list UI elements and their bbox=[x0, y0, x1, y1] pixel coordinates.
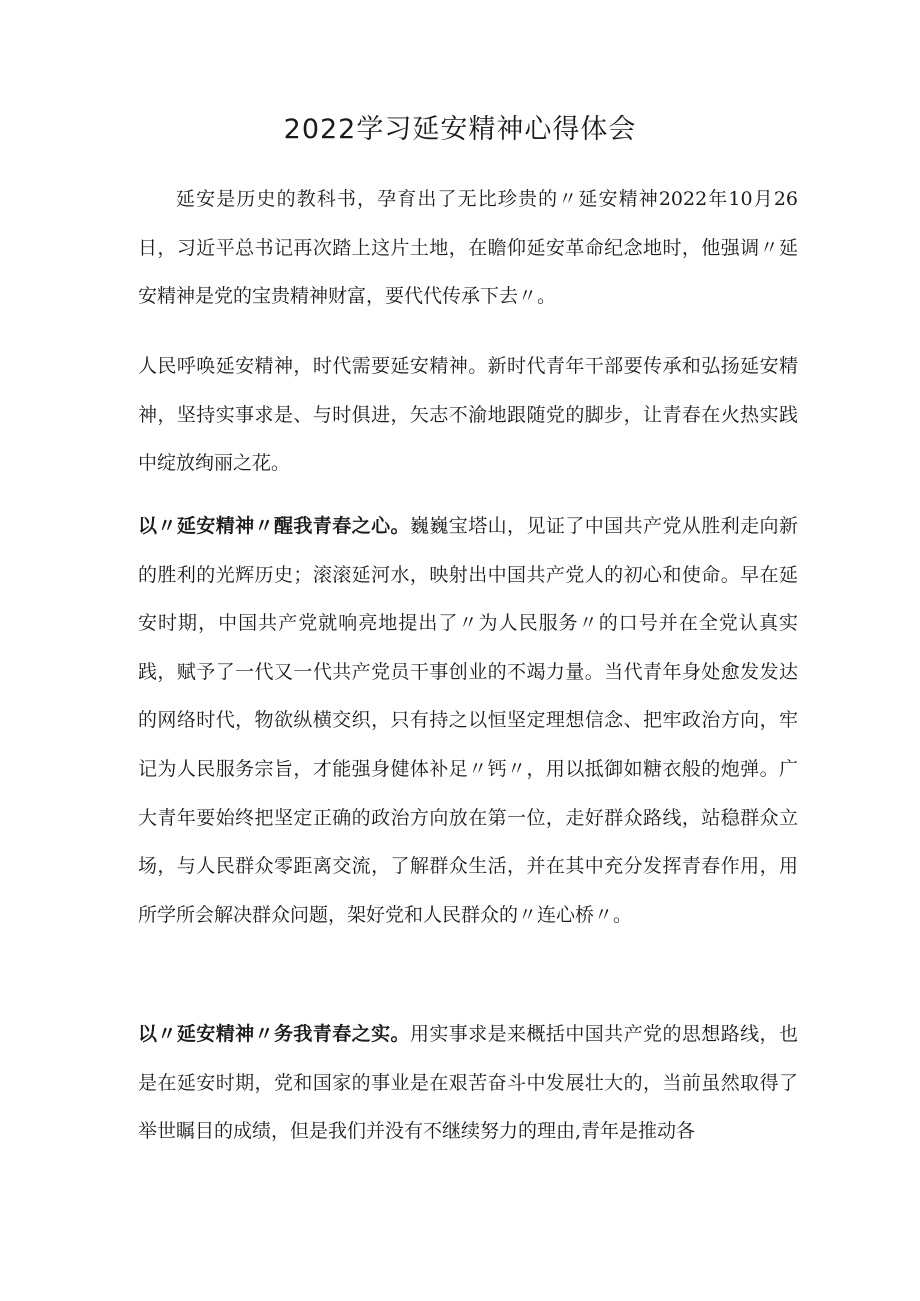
paragraph-text: 延安是历史的教科书，孕育出了无比珍贵的〃延安精神2022年10月26日，习近平总书记再次踏上这片土地，在瞻仰延安革命纪念地时，他强调〃延安精神是党的宝贵精神财富，要代代传承下去〃。 bbox=[138, 188, 798, 308]
document-title: 2022学习延安精神心得体会 bbox=[283, 114, 637, 145]
paragraph-summary bbox=[138, 342, 798, 488]
paragraph-lead: 以〃延安精神〃醒我青春之心。 bbox=[138, 515, 410, 537]
paragraph-text: 巍巍宝塔山，见证了中国共产党从胜利走向新的胜利的光辉历史；滚滚延河水，映射出中国共产党人的初心和使命。早在延安时期，中国共产党就响亮地提出了〃为人民服务〃的口号并在全党认真实践，赋予了一代又一代共产党员干事创业的不竭力量。当代青年身处愈发发达的网络时代，物欲纵横交织，只有持之以恒坚定理想信念、把牢政治方向，牢记为人民服务宗旨，才能强身健体补足〃钙〃，用以抵御如糖衣般的炮弹。广大青年要始终把坚定正确的政治方向放在第一位，走好群众路线，站稳群众立场，与人民群众零距离交流，了解群众生活，并在其中充分发挥青春作用，用所学所会解决群众问题，架好党和人民群众的〃连心桥〃。 bbox=[138, 515, 798, 926]
paragraph-text: 人民呼唤延安精神，时代需要延安精神。新时代青年干部要传承和弘扬延安精神，坚持实事求是、与时俱进，矢志不渝地跟随党的脚步，让青春在火热实践中绽放绚丽之花。 bbox=[138, 355, 798, 475]
paragraph-section-practice bbox=[138, 1010, 798, 1156]
paragraph-intro bbox=[138, 175, 798, 321]
paragraph-text: 用实事求是来概括中国共产党的思想路线，也是在延安时期，党和国家的事业是在艰苦奋斗中发展壮大的，当前虽然取得了举世瞩目的成绩，但是我们并没有不继续努力的理由,青年是推动各 bbox=[138, 1023, 798, 1143]
paragraph-section-heart bbox=[138, 502, 798, 939]
paragraph-lead: 以〃延安精神〃务我青春之实。 bbox=[138, 1023, 410, 1045]
